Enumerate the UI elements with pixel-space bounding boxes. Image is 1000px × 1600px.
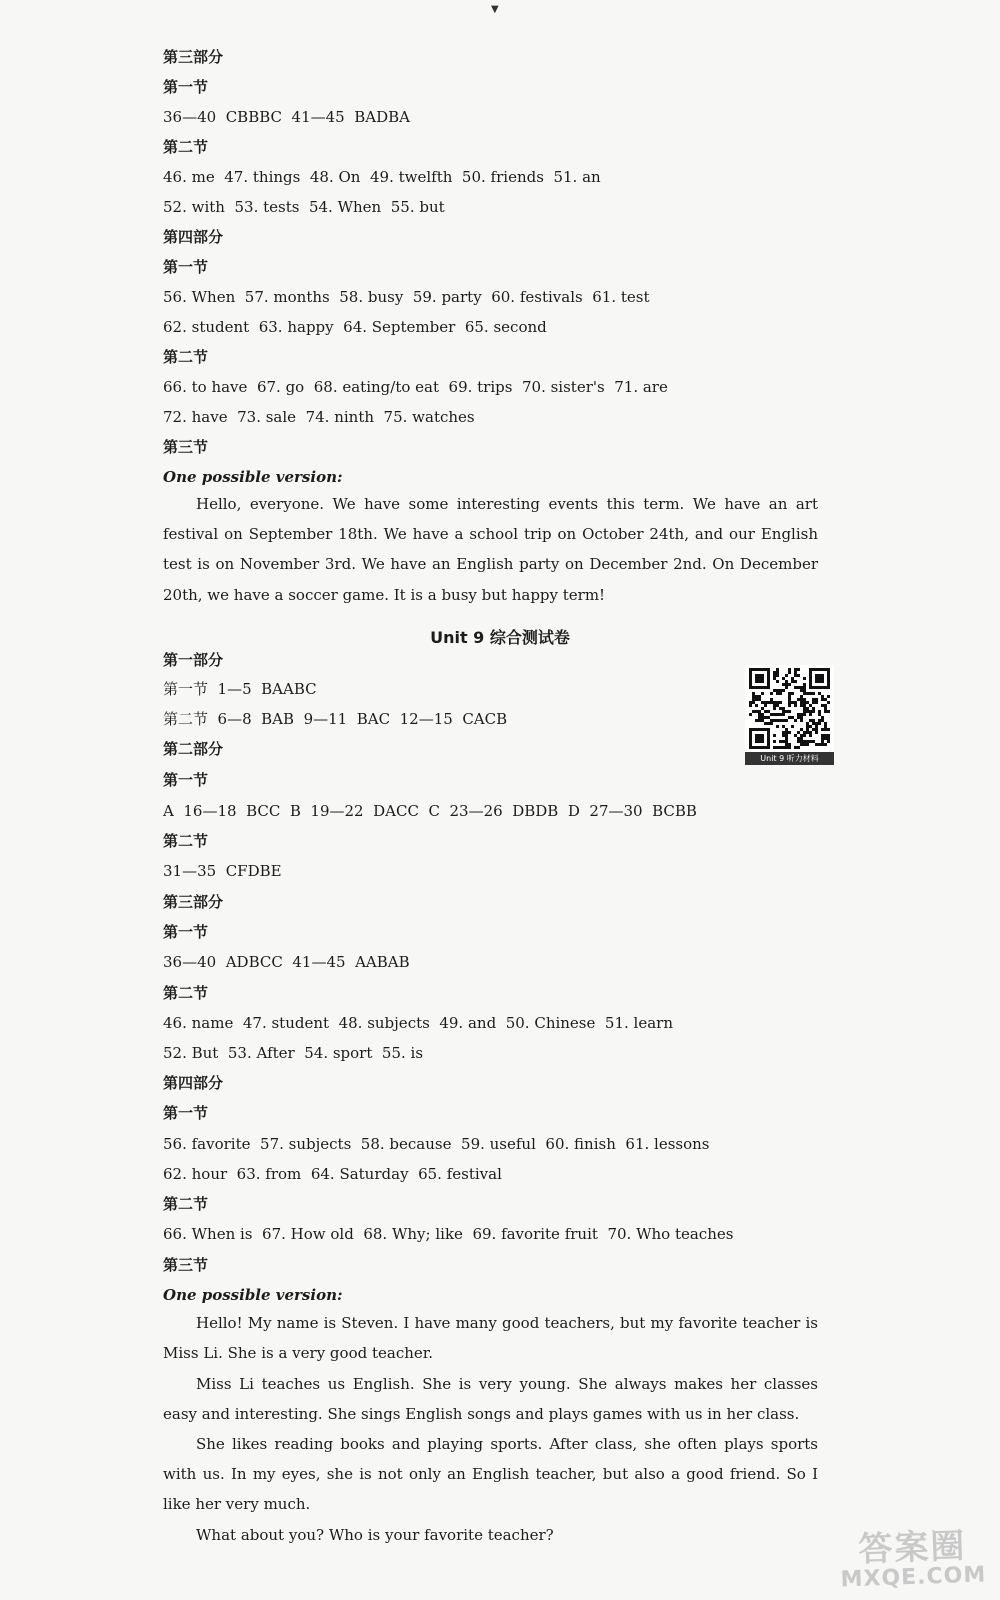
section-heading: 第二节	[163, 832, 209, 850]
section-heading: 第三部分	[163, 893, 224, 911]
answer-line: 66. When is 67. How old 68. Why; like 69. favorite fruit 70. Who teaches	[163, 1225, 734, 1243]
section-heading: 第一节	[163, 258, 209, 276]
essay-2-paragraph-3: She likes reading books and playing sports. After class, she often plays sports with us. In my eyes, she is not only an English teacher, but also a good friend. So I like her very much.	[163, 1435, 818, 1514]
section-heading: 第一节	[163, 1104, 209, 1122]
section-heading: 第四部分	[163, 228, 224, 246]
watermark-logo	[839, 1527, 987, 1592]
qr-code[interactable]	[745, 665, 834, 765]
section-heading: 第三节	[163, 1256, 209, 1274]
answer-line: 36—40 ADBCC 41—45 AABAB	[163, 953, 410, 971]
version-label: One possible version:	[163, 468, 343, 486]
answer-line: 52. But 53. After 54. sport 55. is	[163, 1044, 424, 1062]
answer-line: 56. When 57. months 58. busy 59. party 60. festivals 61. test	[163, 288, 650, 306]
section-heading: 第一节	[163, 923, 209, 941]
section-heading: 第二部分	[163, 740, 224, 758]
answer-line: 46. me 47. things 48. On 49. twelfth 50. friends 51. an	[163, 168, 601, 186]
section-heading: 第四部分	[163, 1074, 224, 1092]
essay-2-paragraph-1: Hello! My name is Steven. I have many good teachers, but my favorite teacher is Miss Li. She is a very good teacher.	[163, 1314, 818, 1363]
section-heading: 第二节	[163, 138, 209, 156]
answer-line: 31—35 CFDBE	[163, 862, 282, 880]
section-heading: 第二节	[163, 1195, 209, 1213]
section-heading: 第二节	[163, 348, 209, 366]
section-heading: 第二节	[163, 984, 209, 1002]
essay-2-paragraph-2: Miss Li teaches us English. She is very young. She always makes her classes easy and interesting. She sings English songs and plays games with us in her class.	[163, 1375, 818, 1424]
section-heading: 第一部分	[163, 651, 224, 669]
section-heading: 第三节	[163, 438, 209, 456]
qr-caption: Unit 9 听力材料	[745, 752, 834, 765]
top-mark: ▼	[491, 4, 499, 15]
answer-line: 56. favorite 57. subjects 58. because 59. useful 60. finish 61. lessons	[163, 1135, 710, 1153]
section-heading: 第三部分	[163, 48, 224, 66]
answer-line: 第一节 1—5 BAABC	[163, 680, 317, 698]
essay-1: Hello, everyone. We have some interesting events this term. We have an art festival on September 18th. We have a school trip on October 24th, and our English test is on November 3rd. We have an English party on December 2nd. On December 20th, we have a soccer game. It is a busy but happy term!	[163, 495, 818, 604]
answer-line: 66. to have 67. go 68. eating/to eat 69. trips 70. sister's 71. are	[163, 378, 668, 396]
watermark-text: 答案圈	[858, 1526, 968, 1570]
answer-line: 36—40 CBBBC 41—45 BADBA	[163, 108, 410, 126]
answer-line: 62. hour 63. from 64. Saturday 65. festival	[163, 1165, 502, 1183]
answer-line: 72. have 73. sale 74. ninth 75. watches	[163, 408, 475, 426]
answer-line: 52. with 53. tests 54. When 55. but	[163, 198, 445, 216]
answer-line: 62. student 63. happy 64. September 65. second	[163, 318, 547, 336]
qr-code-icon	[745, 665, 834, 752]
watermark-url: MXQE.COM	[840, 1562, 988, 1593]
section-heading: 第一节	[163, 771, 209, 789]
section-heading: 第一节	[163, 78, 209, 96]
version-label: One possible version:	[163, 1286, 343, 1304]
unit-title: Unit 9 综合测试卷	[430, 628, 570, 647]
answer-line: A 16—18 BCC B 19—22 DACC C 23—26 DBDB D 27—30 BCBB	[163, 802, 697, 820]
answer-line: 第二节 6—8 BAB 9—11 BAC 12—15 CACB	[163, 710, 508, 728]
essay-2-paragraph-4: What about you? Who is your favorite teacher?	[196, 1526, 554, 1544]
answer-line: 46. name 47. student 48. subjects 49. and 50. Chinese 51. learn	[163, 1014, 673, 1032]
